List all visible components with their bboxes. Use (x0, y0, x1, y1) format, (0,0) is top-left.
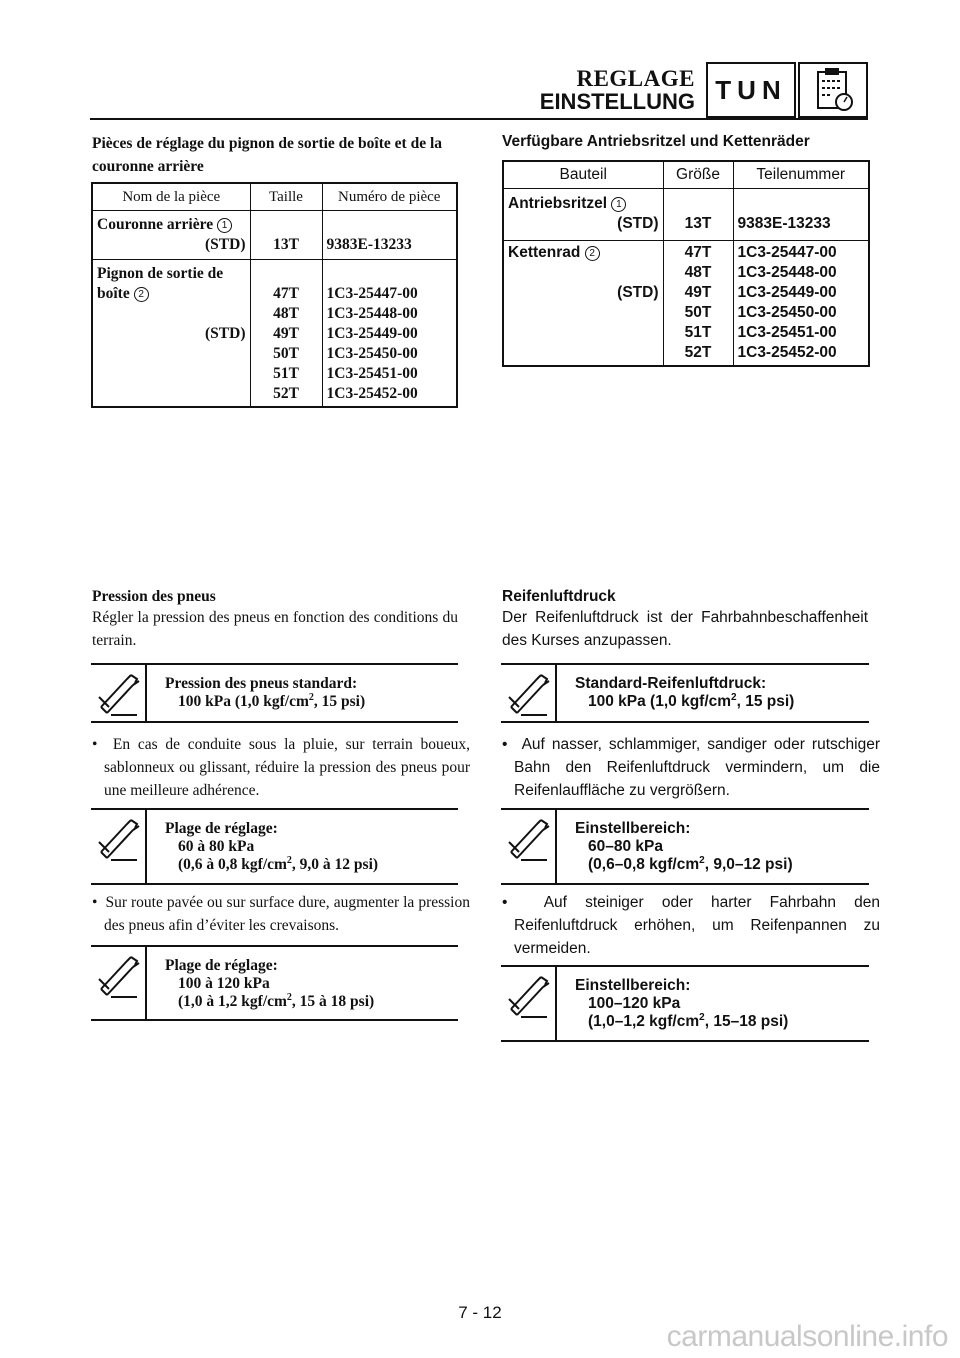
callout-marker: 2 (134, 287, 149, 302)
header-rule (90, 118, 868, 120)
clipboard-stopwatch-icon (798, 62, 868, 118)
size-list (250, 260, 322, 408)
column-header: Nom de la pièce (92, 183, 250, 211)
de-tire-section (502, 588, 868, 652)
column-header: Bauteil (503, 161, 663, 189)
size-cell: 49T (273, 325, 299, 342)
column-header: Taille (250, 183, 322, 211)
paragraph: Der Reifenluftdruck ist der Fahrbahnbeschaffenheit des Kurses anzupassen. (502, 609, 868, 649)
spec-label: Pression des pneus standard: (165, 675, 358, 692)
table-row (92, 211, 457, 260)
part-name: Couronne arrière (97, 216, 214, 233)
callout-marker: 1 (611, 197, 626, 212)
fr-spec-box-range-2 (91, 945, 458, 1021)
spec-value: (1,0 à 1,2 kgf/$cm^2$, 15 à 18 psi) (178, 991, 375, 1010)
fr-bullet-2: • Sur route pavée ou sur surface dure, augmenter la pression des pneus afin d’éviter les crevaisons. (92, 894, 470, 934)
part-number-cell: 1C3-25450-00 (737, 304, 837, 321)
part-number-cell: 1C3-25450-00 (326, 345, 418, 362)
table-row (503, 241, 869, 367)
part-number-list (322, 260, 457, 408)
size-cell: 51T (684, 324, 712, 341)
de-table-heading: Verfügbare Antriebsritzel und Kettenräder (502, 133, 810, 150)
std-label: (STD) (617, 284, 659, 301)
table-header-row (503, 161, 869, 189)
table-header-row (92, 183, 457, 211)
caliper-icon (97, 671, 143, 719)
divider (145, 810, 147, 883)
fr-tire-section (92, 588, 458, 652)
size-cell: 51T (273, 365, 299, 382)
spec-value: 60 à 80 kPa (178, 838, 255, 855)
part-number-cell: 1C3-25447-00 (326, 285, 418, 302)
part-number-list (733, 241, 869, 367)
part-number-cell: 1C3-25448-00 (737, 264, 837, 281)
header-title-de: EINSTELLUNG (539, 89, 695, 114)
caliper-icon (97, 953, 143, 1001)
std-label: (STD) (617, 215, 659, 232)
std-label: (STD) (205, 325, 246, 342)
spec-label: Einstellbereich: (575, 977, 691, 994)
spec-value: (0,6–0,8 kgf/$cm^2$, 9,0–12 psi) (588, 854, 793, 873)
caliper-icon (507, 973, 553, 1021)
spec-label: Plage de réglage: (165, 820, 278, 837)
spec-label: Plage de réglage: (165, 957, 278, 974)
size-cell: 48T (273, 305, 299, 322)
callout-marker: 1 (217, 218, 232, 233)
size-cell: 47T (273, 285, 299, 302)
divider (145, 665, 147, 721)
paragraph: Régler la pression des pneus en fonction des conditions du terrain. (92, 609, 458, 649)
spec-label: Standard-Reifenluftdruck: (575, 675, 767, 692)
de-bullet-1: • Auf nasser, schlammiger, sandiger oder rutschiger Bahn den Reifenluftdruck vermindern, um die Reifenlauffläche zu vergrößern. (502, 736, 880, 799)
part-number-cell: 1C3-25451-00 (737, 324, 837, 341)
fr-table-heading: Pièces de réglage du pignon de sortie de boîte et de la couronne arrière (92, 135, 442, 175)
size-cell: 47T (684, 244, 712, 261)
part-number-cell: 1C3-25448-00 (326, 305, 418, 322)
part-number-cell: 9383E-13233 (733, 189, 869, 241)
table-row (503, 189, 869, 241)
part-name: Kettenrad (508, 244, 581, 261)
spec-value: 60–80 kPa (588, 838, 663, 855)
size-cell: 52T (684, 344, 712, 361)
fr-spec-box-range-1 (91, 808, 458, 885)
part-number-cell: 1C3-25452-00 (326, 385, 418, 402)
de-spec-box-range-2 (501, 965, 869, 1042)
divider (555, 665, 557, 721)
part-name: boîte (97, 285, 130, 302)
page-number: 7 - 12 (458, 1303, 502, 1322)
spec-value: (1,0–1,2 kgf/$cm^2$, 15–18 psi) (588, 1011, 789, 1030)
de-parts-table (502, 160, 870, 367)
caliper-icon (507, 816, 553, 864)
size-list (663, 241, 733, 367)
size-cell: 49T (684, 284, 712, 301)
part-number-cell: 9383E-13233 (322, 211, 457, 260)
size-cell: 52T (273, 385, 299, 402)
table-row (92, 260, 457, 408)
spec-label: Einstellbereich: (575, 820, 691, 837)
part-number-cell: 1C3-25447-00 (737, 244, 837, 261)
std-label: (STD) (205, 236, 246, 253)
de-spec-box-range-1 (501, 808, 869, 885)
spec-value: 100–120 kPa (588, 995, 681, 1012)
spec-value: 100 kPa (1,0 kgf/$cm^2$, 15 psi) (588, 691, 795, 710)
section-heading: Pression des pneus (92, 588, 216, 605)
section-code: TUN (715, 74, 787, 105)
fr-parts-table (91, 182, 458, 408)
column-header: Größe (663, 161, 733, 189)
part-name: Antriebsritzel (508, 195, 608, 212)
spec-value: 100 à 120 kPa (178, 975, 270, 992)
callout-marker: 2 (585, 246, 600, 261)
header-title-fr: REGLAGE (576, 66, 695, 91)
size-cell: 50T (273, 345, 299, 362)
fr-spec-box-standard (91, 663, 458, 723)
size-cell: 50T (684, 304, 712, 321)
part-number-cell: 1C3-25451-00 (326, 365, 418, 382)
caliper-icon (507, 671, 553, 719)
section-code-badge (706, 62, 796, 118)
spec-value: 100 kPa (1,0 kgf/$cm^2$, 15 psi) (178, 691, 366, 710)
part-number-cell: 1C3-25452-00 (737, 344, 837, 361)
de-spec-box-standard (501, 663, 869, 723)
column-header: Numéro de pièce (322, 183, 457, 211)
size-cell: 48T (684, 264, 712, 281)
divider (555, 967, 557, 1040)
divider (145, 947, 147, 1019)
fr-bullet-1: • En cas de conduite sous la pluie, sur terrain boueux, sablonneux ou glissant, réduire la pression des pneus pour une meilleure adhérence. (92, 736, 470, 799)
de-bullet-2: • Auf steiniger oder harter Fahrbahn den Reifenluftdruck erhöhen, um Reifenpannen zu vermeiden. (502, 894, 880, 957)
column-header: Teilenummer (733, 161, 869, 189)
size-cell: 13T (663, 189, 733, 241)
part-number-cell: 1C3-25449-00 (326, 325, 418, 342)
section-heading: Reifenluftdruck (502, 588, 616, 605)
spec-value: (0,6 à 0,8 kgf/$cm^2$, 9,0 à 12 psi) (178, 854, 379, 873)
size-cell: 13T (250, 211, 322, 260)
divider (555, 810, 557, 883)
caliper-icon (97, 816, 143, 864)
part-name: Pignon de sortie de (97, 265, 224, 282)
watermark: carmanualsonline.info (666, 1320, 948, 1353)
part-number-cell: 1C3-25449-00 (737, 284, 837, 301)
